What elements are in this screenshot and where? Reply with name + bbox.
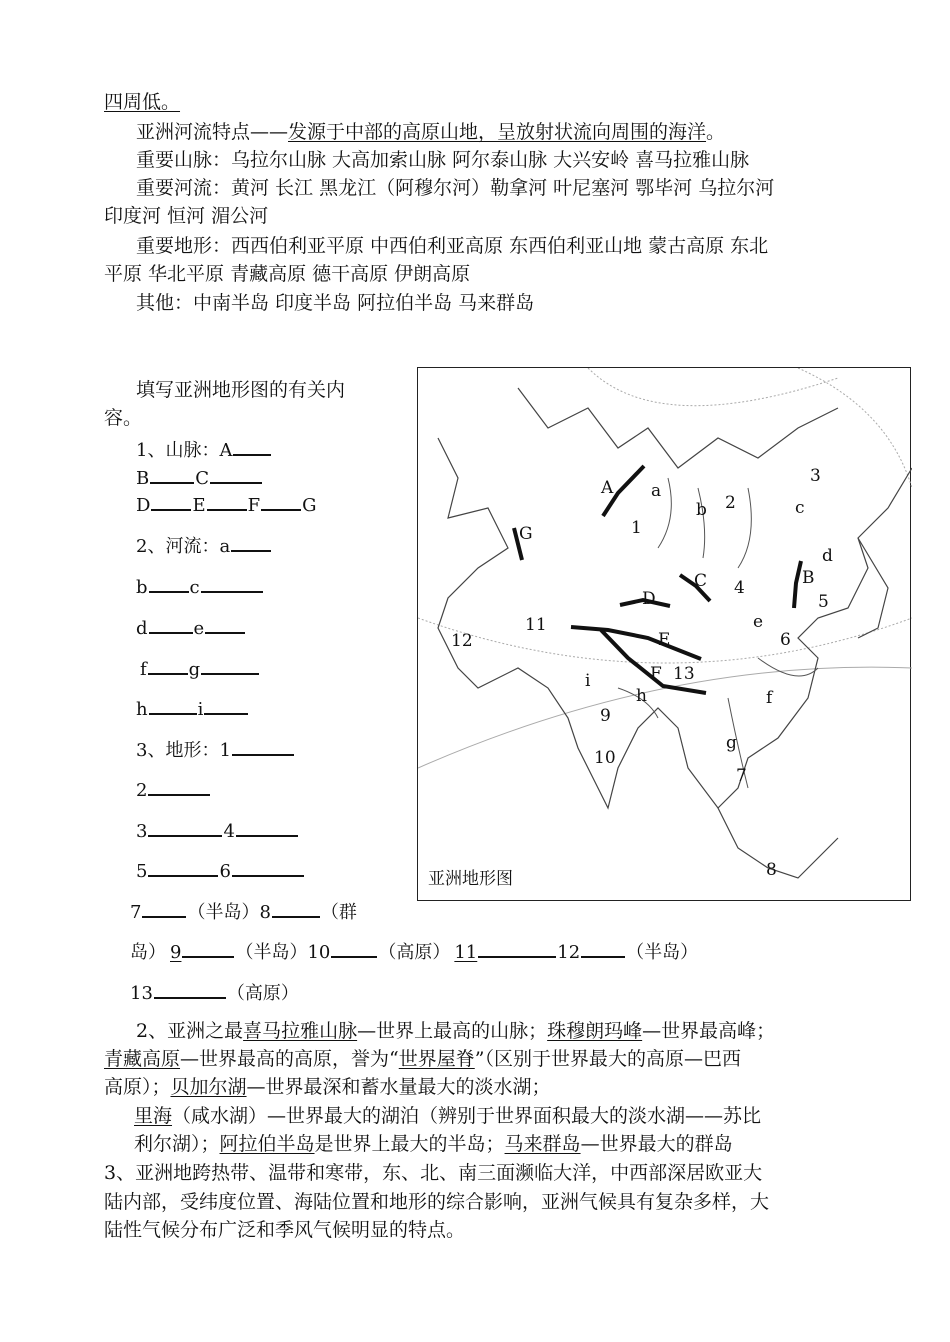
sup-p3-a: 高原）； [104, 1076, 171, 1098]
q-label-G: G [302, 495, 317, 516]
q-suffix-13: （高原） [226, 983, 299, 1004]
blank-13[interactable] [154, 979, 226, 999]
important-mountains: 重要山脉：乌拉尔山脉 大高加索山脉 阿尔泰山脉 大兴安岭 喜马拉雅山脉 [136, 149, 750, 171]
q-label-F: F [247, 495, 261, 516]
blank-e[interactable] [205, 614, 245, 634]
map-label-4: 4 [734, 578, 745, 598]
q-label-C: C [195, 468, 210, 489]
map-label-b: b [696, 500, 707, 520]
q-terrain-13 [130, 979, 299, 1006]
superlatives-line-4 [134, 1103, 761, 1129]
sup-p5-e: —世界最大的群岛 [580, 1133, 733, 1155]
range-E [571, 627, 701, 659]
q-label-7: 7 [130, 902, 142, 923]
q-suffix-8b: 岛） [130, 942, 166, 963]
map-label-G: G [519, 524, 533, 544]
q-label-h: h [136, 699, 148, 720]
map-label-D: D [642, 589, 656, 609]
q-label-b: b [136, 577, 148, 598]
q-label-6: 6 [219, 861, 231, 882]
q-label-g: g [188, 659, 201, 680]
map-label-9: 9 [600, 706, 611, 726]
q-label-11: 11 [454, 942, 478, 963]
intro-line-0: 四周低。 [104, 91, 181, 113]
map-label-i: i [585, 671, 591, 691]
blank-c[interactable] [201, 573, 263, 593]
q-rivers-5 [136, 695, 249, 722]
important-terrain-2: 平原 华北平原 青藏高原 德干高原 伊朗高原 [104, 263, 471, 285]
blank-7[interactable] [142, 898, 186, 918]
blank-8[interactable] [272, 898, 320, 918]
blank-C[interactable] [210, 464, 262, 484]
map-label-6: 6 [780, 630, 791, 650]
map-label-5: 5 [818, 592, 829, 612]
superlatives-line-3 [104, 1074, 551, 1100]
map-label-3: 3 [810, 466, 821, 486]
blank-f[interactable] [148, 655, 188, 675]
rivers-feature-end: 。 [706, 121, 726, 143]
q-mountains-3 [136, 491, 316, 518]
climate-line-2: 陆内部，受纬度位置、海陆位置和地形的综合影响，亚洲气候具有复杂多样，大 [104, 1191, 770, 1213]
map-label-A: A [601, 478, 614, 498]
q-mountains-2 [136, 464, 263, 491]
sup-baikal: 贝加尔湖 [170, 1076, 247, 1098]
rivers-feature-prefix: 亚洲河流特点—— [136, 121, 289, 143]
q-label-D: D [136, 495, 151, 516]
q-label-d: d [136, 618, 148, 639]
blank-11[interactable] [478, 938, 556, 958]
q-label-5: 5 [136, 861, 148, 882]
map-label-E: E [658, 630, 671, 650]
map-label-h: h [636, 686, 647, 706]
sup-caspian: 里海 [134, 1105, 173, 1127]
q-label-4: 4 [223, 821, 235, 842]
important-rivers-1: 重要河流：黄河 长江 黑龙江（阿穆尔河）勒拿河 叶尼塞河 鄂毕河 乌拉尔河 [136, 177, 775, 199]
sup-p1-c: —世界上最高的山脉； [357, 1020, 548, 1042]
sup-malay: 马来群岛 [504, 1133, 581, 1155]
blank-D[interactable] [151, 491, 191, 511]
map-label-c: c [795, 498, 805, 518]
q-suffix-9: （半岛） [235, 942, 308, 963]
map-label-13: 13 [673, 664, 695, 684]
q-label-i: i [197, 699, 204, 720]
blank-a[interactable] [231, 532, 271, 552]
blank-A[interactable] [233, 436, 271, 456]
blank-b[interactable] [149, 573, 189, 593]
map-label-a: a [651, 481, 662, 501]
blank-B[interactable] [150, 464, 194, 484]
map-label-2: 2 [725, 493, 736, 513]
map-label-d: d [822, 546, 833, 566]
blank-F[interactable] [261, 491, 301, 511]
superlatives-line-2 [104, 1046, 741, 1072]
map-label-7: 7 [736, 766, 747, 786]
map-label-f: f [766, 688, 773, 708]
map-title: 亚洲地形图 [428, 869, 513, 889]
q-label-B: B [136, 468, 150, 489]
q-terrain-9 [130, 938, 698, 965]
blank-1[interactable] [232, 736, 294, 756]
q-terrain-7 [130, 898, 357, 925]
sup-roof: 世界屋脊 [398, 1048, 475, 1070]
rivers-feature [136, 119, 725, 145]
exercise-instruction-1: 填写亚洲地形图的有关内 [136, 379, 346, 401]
sup-arabia: 阿拉伯半岛 [219, 1133, 315, 1155]
sup-p5-a: 利尔湖）； [134, 1133, 220, 1155]
q-label-10: 10 [307, 942, 331, 963]
sup-p1-e: —世界最高峰； [642, 1020, 776, 1042]
blank-12[interactable] [581, 938, 625, 958]
map-label-e: e [753, 612, 764, 632]
blank-d[interactable] [149, 614, 193, 634]
q-label-e: e [193, 618, 205, 639]
blank-9[interactable] [182, 938, 234, 958]
map-label-12: 12 [451, 631, 473, 651]
q-suffix-7: （半岛） [187, 902, 260, 923]
sup-p4-b: （咸水湖）—世界最大的湖泊（辨别于世界面积最大的淡水湖——苏比 [172, 1105, 762, 1127]
q-terrain-3 [136, 817, 299, 844]
sup-p5-c: 是世界上最大的半岛； [314, 1133, 505, 1155]
map-label-11: 11 [525, 615, 547, 635]
map-label-10: 10 [594, 748, 616, 768]
important-terrain-1: 重要地形：西西伯利亚平原 中西伯利亚高原 东西伯利亚山地 蒙古高原 东北 [136, 235, 769, 257]
exercise-instruction-2: 容。 [104, 407, 143, 429]
q-label-c: c [189, 577, 200, 598]
superlatives-line-5 [134, 1131, 733, 1157]
q-terrain-2 [136, 776, 211, 803]
q-label-9: 9 [170, 942, 182, 963]
map-label-g: g [726, 733, 737, 753]
q-mountains-1-label: 1、山脉：A [136, 440, 233, 461]
blank-6[interactable] [232, 857, 304, 877]
q-rivers-1-label: 2、河流：a [136, 536, 231, 557]
sup-p2-b: —世界最高的高原，誉为“ [180, 1048, 399, 1070]
climate-line-3: 陆性气候分布广泛和季风气候明显的特点。 [104, 1219, 466, 1241]
other-features: 其他：中南半岛 印度半岛 阿拉伯半岛 马来群岛 [136, 292, 535, 314]
sup-p1-a: 2、亚洲之最 [136, 1020, 244, 1042]
sup-p2-d: ”（区别于世界最大的高原—巴西 [474, 1048, 741, 1070]
map-label-B: B [802, 568, 815, 588]
blank-g[interactable] [201, 655, 259, 675]
sup-p3-c: —世界最深和蓄水量最大的淡水湖； [246, 1076, 551, 1098]
range-B [794, 561, 801, 608]
superlatives-line-1 [136, 1018, 775, 1044]
q-label-E: E [192, 495, 206, 516]
blank-E[interactable] [207, 491, 247, 511]
q-label-3: 3 [136, 821, 148, 842]
sup-everest: 珠穆朗玛峰 [547, 1020, 643, 1042]
q-terrain-1 [136, 736, 295, 763]
q-mountains-1 [136, 436, 272, 463]
map-label-1: 1 [631, 518, 642, 538]
q-label-8: 8 [259, 902, 271, 923]
q-label-12: 12 [557, 942, 581, 963]
q-terrain-1-label: 3、地形：1 [136, 740, 231, 761]
climate-line-1: 3、亚洲地跨热带、温带和寒带，东、北、南三面濒临大洋，中西部深居欧亚大 [104, 1162, 763, 1184]
rivers-feature-text: 发源于中部的高原山地，呈放射状流向周围的海洋 [288, 121, 707, 143]
q-terrain-5 [136, 857, 305, 884]
map-label-C: C [694, 571, 708, 591]
map-label-8: 8 [766, 860, 777, 880]
sup-tibet: 青藏高原 [104, 1048, 181, 1070]
q-rivers-4 [140, 655, 260, 682]
asia-terrain-map [417, 367, 911, 901]
q-rivers-3 [136, 614, 246, 641]
blank-5[interactable] [148, 857, 218, 877]
sup-himalaya: 喜马拉雅山脉 [243, 1020, 358, 1042]
blank-i[interactable] [204, 695, 248, 715]
blank-4[interactable] [236, 817, 298, 837]
q-suffix-12: （半岛） [626, 942, 699, 963]
q-suffix-8: （群 [320, 902, 357, 923]
blank-2[interactable] [148, 776, 210, 796]
q-rivers-1 [136, 532, 272, 559]
q-label-2: 2 [136, 780, 148, 801]
blank-10[interactable] [331, 938, 377, 958]
q-suffix-10: （高原） [378, 942, 451, 963]
q-label-13: 13 [130, 983, 153, 1004]
blank-3[interactable] [148, 817, 222, 837]
q-rivers-2 [136, 573, 264, 600]
important-rivers-2: 印度河 恒河 湄公河 [104, 205, 269, 227]
map-label-F: F [650, 664, 662, 684]
blank-h[interactable] [149, 695, 197, 715]
q-label-f: f [140, 659, 147, 680]
